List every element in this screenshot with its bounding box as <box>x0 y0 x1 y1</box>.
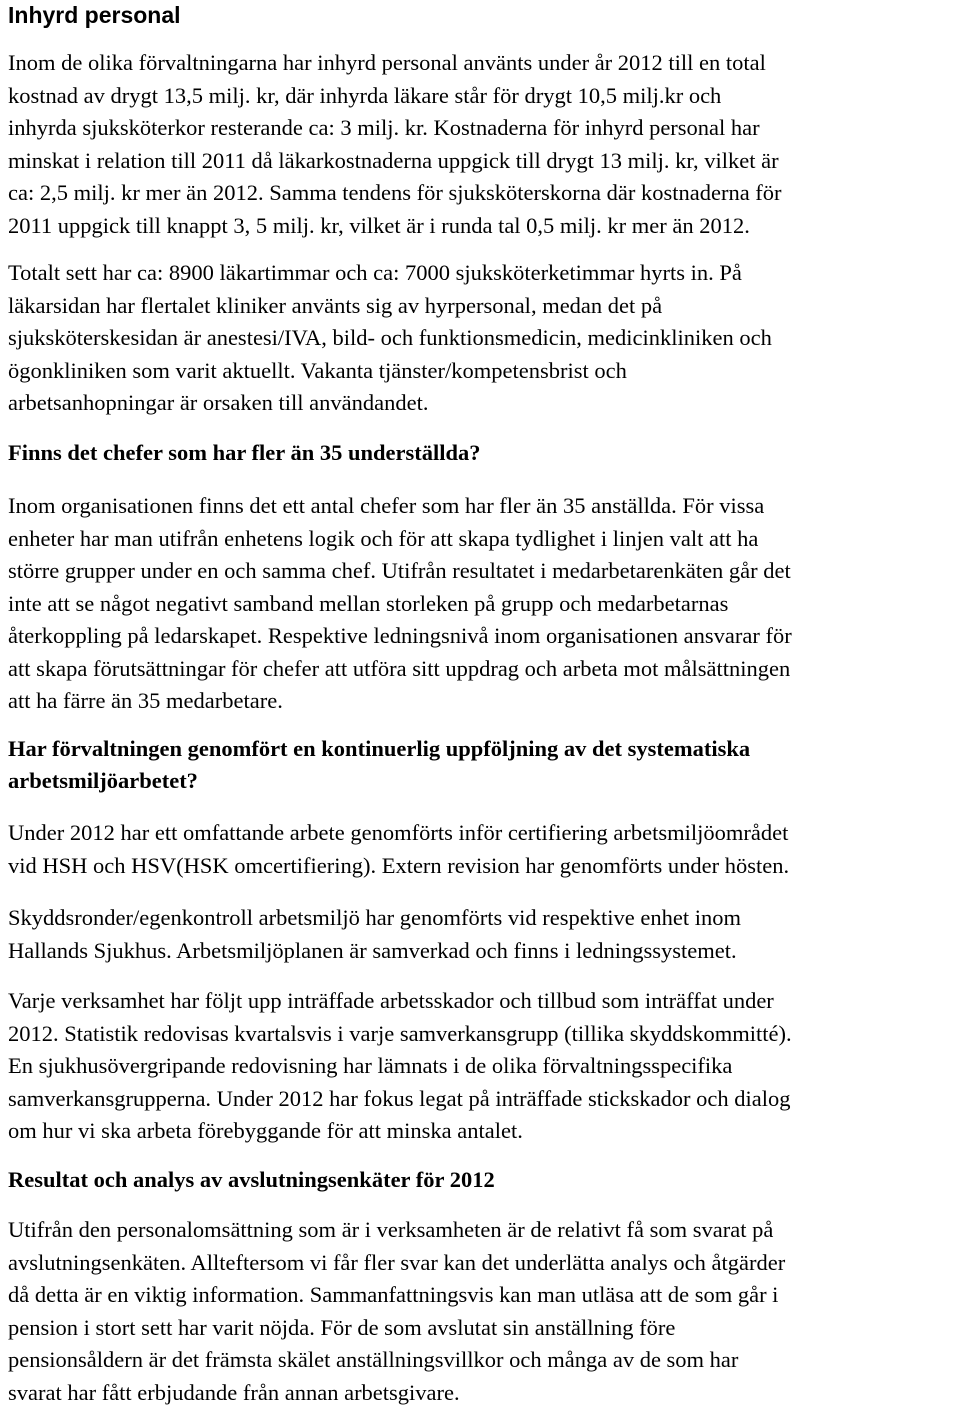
text-line: större grupper under en och samma chef. Utifrån resultatet i medarbetarenkäten går det <box>8 555 792 588</box>
text-line: vid HSH och HSV(HSK omcertifiering). Extern revision har genomförts under hösten. <box>8 850 789 883</box>
heading-avslutningsenkater: Resultat och analys av avslutningsenkäter för 2012 <box>8 1164 495 1196</box>
text-line: svarat har fått erbjudande från annan arbetsgivare. <box>8 1377 785 1409</box>
text-line: inte att se något negativt samband mellan storleken på grupp och medarbetarnas <box>8 588 792 621</box>
text-line: att ha färre än 35 medarbetare. <box>8 685 792 718</box>
text-line: samverkansgrupperna. Under 2012 har fokus legat på inträffade stickskador och dialog <box>8 1083 792 1116</box>
heading-arbetsmiljo <box>8 733 750 797</box>
paragraph-certifiering <box>8 817 789 882</box>
text-line: sjuksköterskesidan är anestesi/IVA, bild- och funktionsmedicin, medicinkliniken och <box>8 322 772 355</box>
text-line: inhyrda sjuksköterkor resterande ca: 3 milj. kr. Kostnaderna för inhyrd personal har <box>8 112 782 145</box>
text-line: 2011 uppgick till knappt 3, 5 milj. kr, vilket är i runda tal 0,5 milj. kr mer än 2012. <box>8 210 782 243</box>
text-line: En sjukhusövergripande redovisning har lämnats i de olika förvaltningsspecifika <box>8 1050 792 1083</box>
paragraph-chefer <box>8 490 792 718</box>
heading-chefer: Finns det chefer som har fler än 35 underställda? <box>8 437 481 469</box>
text-line: Varje verksamhet har följt upp inträffade arbetsskador och tillbud som inträffat under <box>8 985 792 1018</box>
text-line: enheter har man utifrån enhetens logik och för att skapa tydlighet i linjen valt att ha <box>8 523 792 556</box>
text-line: kostnad av drygt 13,5 milj. kr, där inhyrda läkare står för drygt 10,5 milj.kr och <box>8 80 782 113</box>
text-line: återkoppling på ledarskapet. Respektive ledningsnivå inom organisationen ansvarar för <box>8 620 792 653</box>
paragraph-inhyrd-kostnad <box>8 47 782 242</box>
text-line: att skapa förutsättningar för chefer att utföra sitt uppdrag och arbeta mot målsättningen <box>8 653 792 686</box>
text-line: pension i stort sett har varit nöjda. För de som avslutat sin anställning före <box>8 1312 785 1345</box>
paragraph-avslutningsenkater <box>8 1214 785 1409</box>
paragraph-timmar <box>8 257 772 420</box>
page-title: Inhyrd personal <box>8 2 181 28</box>
paragraph-skyddsronder <box>8 902 741 967</box>
text-line: läkarsidan har flertalet kliniker använts sig av hyrpersonal, medan det på <box>8 290 772 323</box>
text-line: Utifrån den personalomsättning som är i verksamheten är de relativt få som svarat på <box>8 1214 785 1247</box>
text-line: Inom organisationen finns det ett antal chefer som har fler än 35 anställda. För vissa <box>8 490 792 523</box>
text-line: minskat i relation till 2011 då läkarkostnaderna uppgick till drygt 13 milj. kr, vilket är <box>8 145 782 178</box>
text-line: ögonkliniken som varit aktuellt. Vakanta tjänster/kompetensbrist och <box>8 355 772 388</box>
heading-line: arbetsmiljöarbetet? <box>8 765 750 797</box>
text-line: avslutningsenkäten. Allteftersom vi får fler svar kan det underlätta analys och åtgärder <box>8 1247 785 1280</box>
text-line: då detta är en viktig information. Sammanfattningsvis kan man utläsa att de som går i <box>8 1279 785 1312</box>
text-line: 2012. Statistik redovisas kvartalsvis i varje samverkansgrupp (tillika skyddskommitté). <box>8 1018 792 1051</box>
text-line: pensionsåldern är det främsta skälet anställningsvillkor och många av de som har <box>8 1344 785 1377</box>
text-line: Totalt sett har ca: 8900 läkartimmar och ca: 7000 sjuksköterketimmar hyrts in. På <box>8 257 772 290</box>
text-line: ca: 2,5 milj. kr mer än 2012. Samma tendens för sjuksköterskorna där kostnaderna för <box>8 177 782 210</box>
text-line: Inom de olika förvaltningarna har inhyrd personal använts under år 2012 till en total <box>8 47 782 80</box>
text-line: Under 2012 har ett omfattande arbete genomförts inför certifiering arbetsmiljöområdet <box>8 817 789 850</box>
heading-line: Har förvaltningen genomfört en kontinuerlig uppföljning av det systematiska <box>8 733 750 765</box>
text-line: om hur vi ska arbeta förebyggande för att minska antalet. <box>8 1115 792 1148</box>
paragraph-arbetsskador <box>8 985 792 1148</box>
text-line: Skyddsronder/egenkontroll arbetsmiljö har genomförts vid respektive enhet inom <box>8 902 741 935</box>
text-line: Hallands Sjukhus. Arbetsmiljöplanen är samverkad och finns i ledningssystemet. <box>8 935 741 968</box>
text-line: arbetsanhopningar är orsaken till användandet. <box>8 387 772 420</box>
